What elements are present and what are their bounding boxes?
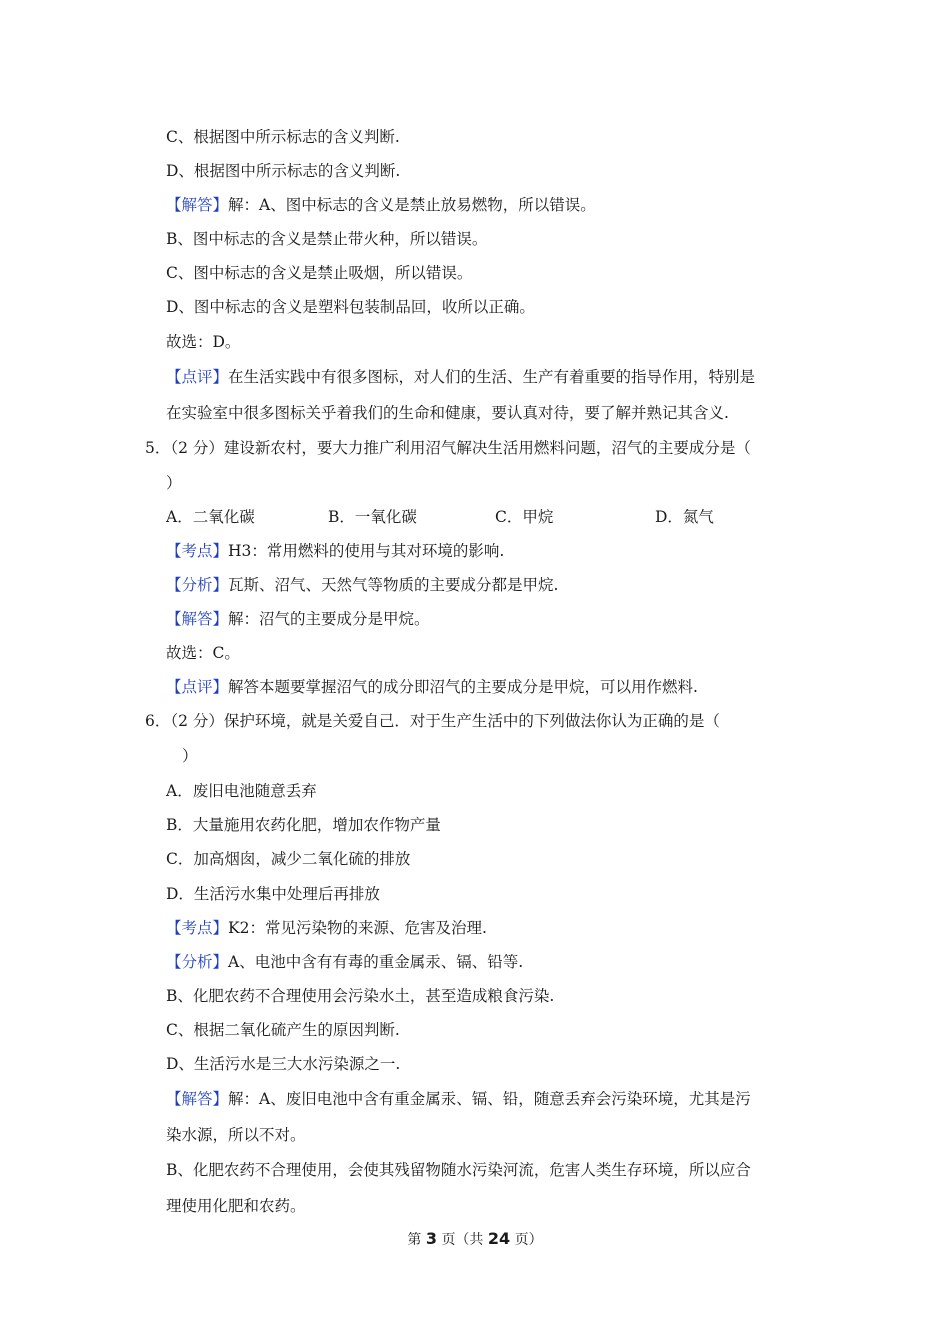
prev-answer-c: C、图中标志的含义是禁止吸烟，所以错误。 xyxy=(166,264,473,282)
footer-prefix: 第 xyxy=(407,1232,422,1248)
point-tag: 【考点】 xyxy=(166,542,229,560)
q6-option-d: D．生活污水集中处理后再排放 xyxy=(166,885,380,903)
q6-answer-cont: 染水源，所以不对。 xyxy=(166,1126,306,1144)
q6-answer-b-cont: 理使用化肥和农药。 xyxy=(166,1197,306,1215)
answer-tag: 【解答】 xyxy=(166,196,229,214)
page-number: 3 xyxy=(425,1229,437,1248)
answer-text: 解：沼气的主要成分是甲烷。 xyxy=(228,610,430,628)
q5-options xyxy=(0,506,950,528)
q5-stem: 5．（2 分）建设新农村，要大力推广利用沼气解决生活用燃料问题，沼气的主要成分是（ xyxy=(145,439,751,457)
q6-analysis-c: C、根据二氧化硫产生的原因判断. xyxy=(166,1021,400,1039)
q6-analysis xyxy=(166,951,523,973)
q6-option-b: B．大量施用农药化肥，增加农作物产量 xyxy=(166,816,441,834)
prev-answer-b: B、图中标志的含义是禁止带火种，所以错误。 xyxy=(166,230,488,248)
prev-c-line: C、根据图中所示标志的含义判断. xyxy=(166,128,400,146)
prev-d-line: D、根据图中所示标志的含义判断. xyxy=(166,162,401,180)
q5-point xyxy=(166,540,504,562)
q5-option-c: C．甲烷 xyxy=(495,508,554,526)
q6-stem-cont: ） xyxy=(182,747,198,765)
point-text: K2：常见污染物的来源、危害及治理. xyxy=(228,919,487,937)
q6-point xyxy=(166,917,487,939)
answer-tag: 【解答】 xyxy=(166,610,229,628)
q6-analysis-d: D、生活污水是三大水污染源之一. xyxy=(166,1055,401,1073)
q5-option-d: D．氮气 xyxy=(655,508,714,526)
prev-comment-cont: 在实验室中很多图标关乎着我们的生命和健康，要认真对待，要了解并熟记其含义. xyxy=(166,404,729,422)
prev-answer-d: D、图中标志的含义是塑料包装制品回，收所以正确。 xyxy=(166,298,535,316)
analysis-text: 瓦斯、沼气、天然气等物质的主要成分都是甲烷. xyxy=(228,576,559,594)
q5-option-b: B．一氧化碳 xyxy=(328,508,417,526)
comment-text: 解答本题要掌握沼气的成分即沼气的主要成分是甲烷，可以用作燃料. xyxy=(228,678,698,696)
answer-text: 解：A、废旧电池中含有重金属汞、镉、铅，随意丢弃会污染环境，尤其是污 xyxy=(228,1090,751,1108)
total-pages: 24 xyxy=(487,1229,511,1248)
q5-option-a: A．二氧化碳 xyxy=(166,508,255,526)
q6-stem: 6．（2 分）保护环境，就是关爱自己．对于生产生活中的下列做法你认为正确的是（ xyxy=(145,712,720,730)
analysis-tag: 【分析】 xyxy=(166,576,229,594)
answer-text: 解：A、图中标志的含义是禁止放易燃物，所以错误。 xyxy=(228,196,596,214)
prev-comment xyxy=(166,366,755,388)
answer-tag: 【解答】 xyxy=(166,1090,229,1108)
q5-comment xyxy=(166,676,698,698)
prev-choice: 故选：D。 xyxy=(166,333,241,351)
point-tag: 【考点】 xyxy=(166,919,229,937)
q6-analysis-b: B、化肥农药不合理使用会污染水土，甚至造成粮食污染. xyxy=(166,987,555,1005)
q5-analysis xyxy=(166,574,558,596)
comment-text: 在生活实践中有很多图标，对人们的生活、生产有着重要的指导作用，特别是 xyxy=(228,368,756,386)
q6-option-c: C．加高烟囱，减少二氧化硫的排放 xyxy=(166,850,411,868)
q6-answer xyxy=(166,1088,751,1110)
analysis-tag: 【分析】 xyxy=(166,953,229,971)
footer-mid: 页（共 xyxy=(441,1232,484,1248)
page-footer xyxy=(0,1228,950,1251)
comment-tag: 【点评】 xyxy=(166,368,229,386)
q6-answer-b: B、化肥农药不合理使用，会使其残留物随水污染河流，危害人类生存环境，所以应合 xyxy=(166,1161,751,1179)
q5-choice: 故选：C。 xyxy=(166,644,240,662)
point-text: H3：常用燃料的使用与其对环境的影响. xyxy=(228,542,505,560)
prev-answer xyxy=(166,194,596,216)
footer-suffix: 页） xyxy=(514,1232,543,1248)
q6-option-a: A．废旧电池随意丢弃 xyxy=(166,782,317,800)
q5-stem-cont: ） xyxy=(166,474,182,492)
q5-answer xyxy=(166,608,430,630)
comment-tag: 【点评】 xyxy=(166,678,229,696)
analysis-text: A、电池中含有有毒的重金属汞、镉、铅等. xyxy=(228,953,524,971)
